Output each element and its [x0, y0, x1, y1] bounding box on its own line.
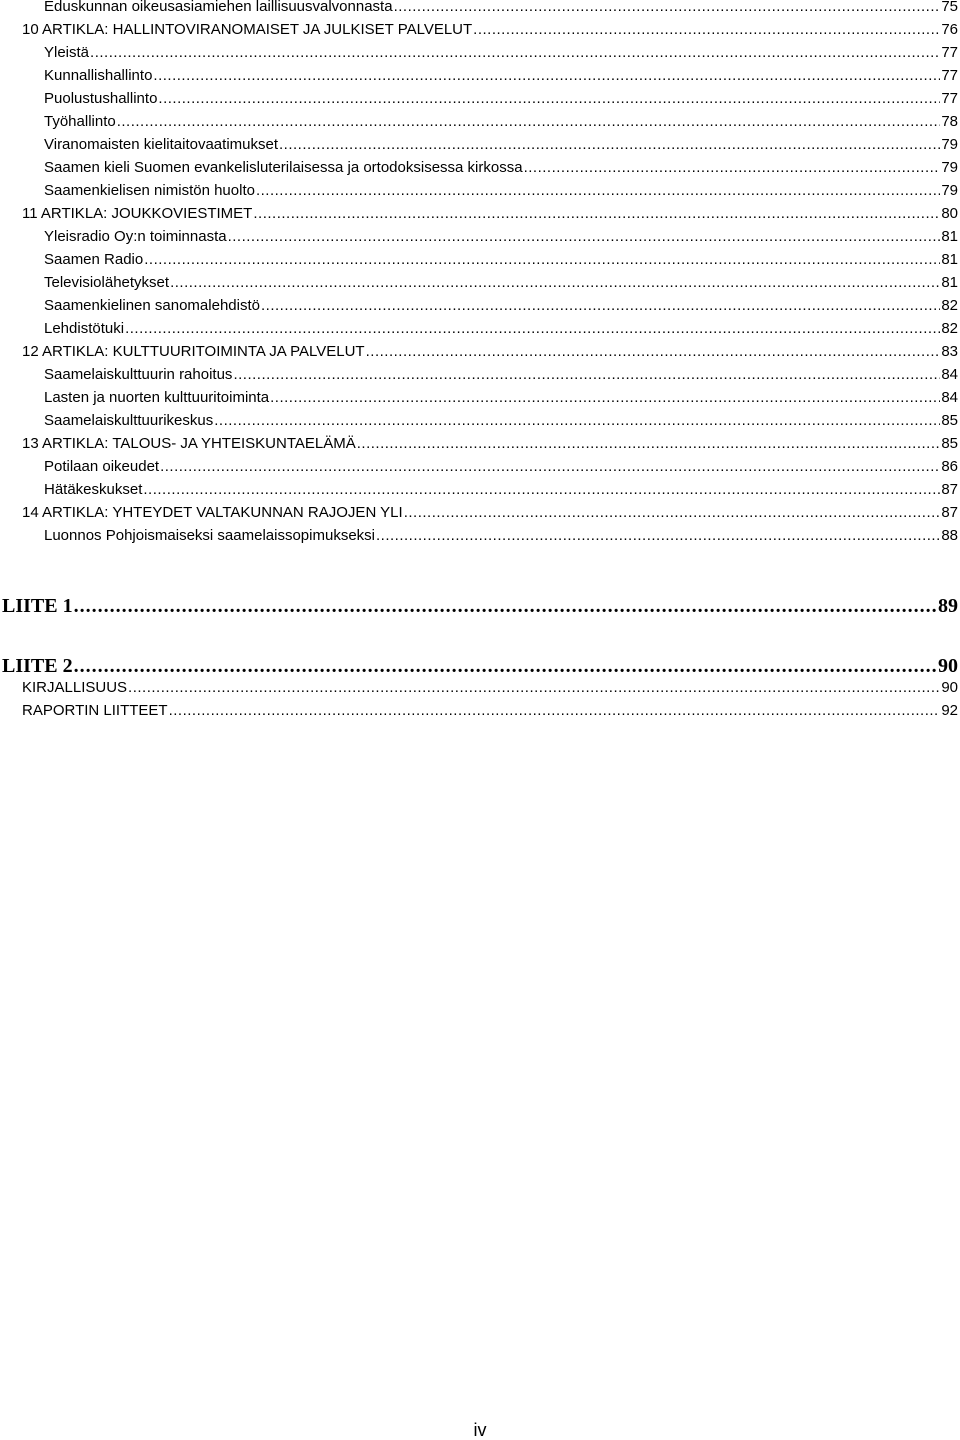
toc-leader-dots — [74, 653, 937, 679]
toc-entry-page: 79 — [941, 159, 958, 176]
toc-leader-dots — [524, 158, 941, 178]
toc-leader-dots — [144, 250, 940, 270]
toc-leader-dots — [90, 43, 940, 63]
toc-entry — [44, 526, 958, 546]
toc-entry-title: Saamen Radio — [44, 251, 144, 268]
toc-leader-dots — [279, 135, 940, 155]
toc-entry-page: 87 — [941, 481, 958, 498]
toc-entry-title: 13 ARTIKLA: TALOUS- JA YHTEISKUNTAELÄMÄ — [22, 435, 356, 452]
toc-leader-dots — [233, 365, 940, 385]
toc-entry-page: 88 — [941, 527, 958, 544]
toc-entry-title: LIITE 1 — [2, 595, 73, 617]
toc-entry — [44, 135, 958, 155]
toc-entry — [22, 20, 958, 40]
toc-leader-dots — [270, 388, 940, 408]
toc-entry-title: Yleisradio Oy:n toiminnasta — [44, 228, 227, 245]
toc-entry — [22, 678, 958, 698]
toc-entry-page: 81 — [941, 251, 958, 268]
toc-entry-page: 81 — [941, 228, 958, 245]
toc-entry — [44, 43, 958, 63]
toc-leader-dots — [214, 411, 940, 431]
toc-entry — [22, 204, 958, 224]
toc-entry-title: Potilaan oikeudet — [44, 458, 160, 475]
toc-entry-title: LIITE 2 — [2, 655, 73, 677]
toc-entry-title: Eduskunnan oikeusasiamiehen laillisuusvalvonnasta — [44, 0, 393, 15]
toc-entry — [44, 319, 958, 339]
toc-entry — [22, 342, 958, 362]
toc-entry-title: Televisiolähetykset — [44, 274, 170, 291]
toc-entry-page: 77 — [941, 90, 958, 107]
toc-entry-page: 86 — [941, 458, 958, 475]
toc-entry-title: Saamenkielisen nimistön huolto — [44, 182, 255, 199]
toc-entry-page: 77 — [941, 67, 958, 84]
toc-leader-dots — [473, 20, 940, 40]
toc-entry-title: Työhallinto — [44, 113, 116, 130]
toc-entry — [44, 296, 958, 316]
toc-entry-page: 89 — [938, 595, 958, 617]
page-number: iv — [473, 1420, 487, 1440]
toc-entry-page: 90 — [941, 679, 958, 696]
toc-leader-dots — [394, 0, 941, 17]
toc-entry — [44, 158, 958, 178]
toc-leader-dots — [158, 89, 940, 109]
toc-entry — [22, 503, 958, 523]
toc-entry — [44, 89, 958, 109]
toc-entry-page: 84 — [941, 389, 958, 406]
toc-entry-page: 80 — [941, 205, 958, 222]
toc-entry-page: 87 — [941, 504, 958, 521]
toc-entry — [44, 365, 958, 385]
toc-entry-page: 77 — [941, 44, 958, 61]
toc-entry-title: Saamelaiskulttuurikeskus — [44, 412, 214, 429]
toc-entry-page: 76 — [941, 21, 958, 38]
toc-entry-title: Kunnallishallinto — [44, 67, 153, 84]
toc-leader-dots — [170, 273, 940, 293]
toc-leader-dots — [143, 480, 940, 500]
toc-entry-title: RAPORTIN LIITTEET — [22, 702, 168, 719]
toc-leader-dots — [256, 181, 940, 201]
toc-leader-dots — [117, 112, 941, 132]
toc-leader-dots — [128, 678, 940, 698]
toc-entry-title: Puolustushallinto — [44, 90, 158, 107]
toc-entry-page: 85 — [941, 412, 958, 429]
toc-entry-title: 10 ARTIKLA: HALLINTOVIRANOMAISET JA JULKISET PALVELUT — [22, 21, 473, 38]
toc-entry-page: 90 — [938, 655, 958, 677]
toc-entry-title: Saamenkielinen sanomalehdistö — [44, 297, 260, 314]
toc-entry-page: 82 — [941, 320, 958, 337]
toc-entry-title: Yleistä — [44, 44, 90, 61]
toc-appendix-entry — [2, 653, 958, 679]
toc-entry-title: Saamen kieli Suomen evankelisluterilaisessa ja ortodoksisessa kirkossa — [44, 159, 523, 176]
toc-entry-title: 14 ARTIKLA: YHTEYDET VALTAKUNNAN RAJOJEN YLI — [22, 504, 403, 521]
toc-entry-page: 75 — [941, 0, 958, 15]
toc-entry — [44, 0, 958, 17]
toc-entry — [44, 227, 958, 247]
toc-leader-dots — [376, 526, 940, 546]
toc-appendix-entry — [2, 593, 958, 619]
toc-leader-dots — [404, 503, 941, 523]
toc-leader-dots — [125, 319, 940, 339]
toc-entry-page: 79 — [941, 182, 958, 199]
toc-leader-dots — [261, 296, 940, 316]
toc-leader-dots — [74, 593, 937, 619]
toc-entry-title: Viranomaisten kielitaitovaatimukset — [44, 136, 279, 153]
toc-entry-title: 12 ARTIKLA: KULTTUURITOIMINTA JA PALVELUT — [22, 343, 365, 360]
toc-entry-title: KIRJALLISUUS — [22, 679, 128, 696]
toc-entry-page: 84 — [941, 366, 958, 383]
toc-entry-page: 83 — [941, 343, 958, 360]
toc-entry — [22, 434, 958, 454]
toc-entry-title: Lehdistötuki — [44, 320, 125, 337]
toc-entry — [44, 112, 958, 132]
toc-entry-title: 11 ARTIKLA: JOUKKOVIESTIMET — [22, 205, 253, 222]
toc-leader-dots — [153, 66, 940, 86]
toc-entry-page: 81 — [941, 274, 958, 291]
toc-entry — [44, 411, 958, 431]
toc-entry-page: 78 — [941, 113, 958, 130]
toc-entry-title: Hätäkeskukset — [44, 481, 143, 498]
toc-entry — [44, 273, 958, 293]
toc-entry — [44, 480, 958, 500]
toc-entry-page: 85 — [941, 435, 958, 452]
toc-entry-title: Saamelaiskulttuurin rahoitus — [44, 366, 233, 383]
toc-entry — [44, 457, 958, 477]
toc-leader-dots — [357, 434, 941, 454]
toc-entry-title: Luonnos Pohjoismaiseksi saamelaissopimukseksi — [44, 527, 375, 544]
toc-entry — [44, 66, 958, 86]
toc-leader-dots — [169, 701, 941, 721]
toc-entry — [44, 250, 958, 270]
toc-entry-page: 92 — [941, 702, 958, 719]
toc-entry — [44, 388, 958, 408]
toc-entry — [44, 181, 958, 201]
toc-entry-page: 82 — [941, 297, 958, 314]
toc-entry — [22, 701, 958, 721]
toc-leader-dots — [366, 342, 941, 362]
toc-leader-dots — [228, 227, 941, 247]
toc-leader-dots — [160, 457, 940, 477]
toc-entry-title: Lasten ja nuorten kulttuuritoiminta — [44, 389, 270, 406]
toc-entry-page: 79 — [941, 136, 958, 153]
toc-leader-dots — [253, 204, 940, 224]
